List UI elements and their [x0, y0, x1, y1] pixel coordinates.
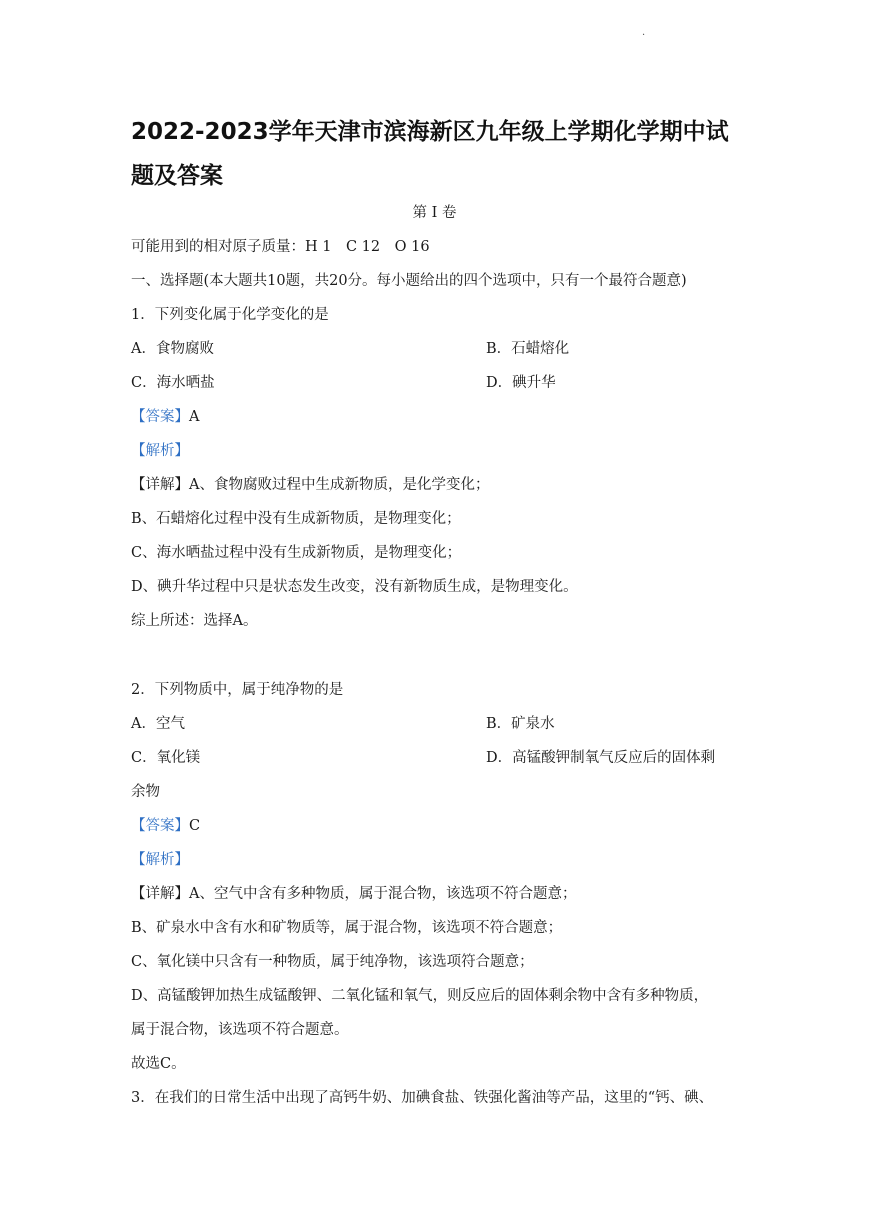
q2-option-b: B．矿泉水 [486, 716, 555, 732]
volume-heading: 第 I 卷 [412, 205, 457, 221]
q1-answer-line [131, 407, 199, 427]
q1-detail-4: D、碘升华过程中只是状态发生改变，没有新物质生成，是物理变化。 [131, 579, 578, 595]
section-heading: 一、选择题(本大题共10题，共20分。每小题给出的四个选项中，只有一个最符合题意) [131, 273, 687, 289]
q1-answer-value: A [189, 409, 200, 425]
q1-detail-1: A、食物腐败过程中生成新物质，是化学变化； [189, 477, 490, 493]
q2-detail-1-line [131, 884, 576, 904]
q1-summary: 综上所述：选择A。 [131, 613, 258, 629]
q1-option-d: D．碘升华 [486, 375, 556, 391]
q2-answer-tag: 【答案】 [131, 818, 189, 834]
q1-stem: 1．下列变化属于化学变化的是 [131, 307, 329, 323]
document-title: 2022-2023学年天津市滨海新区九年级上学期化学期中试题及答案 [131, 119, 729, 189]
q1-option-a: A．食物腐败 [131, 341, 214, 357]
q1-detail-2: B、石蜡熔化过程中没有生成新物质，是物理变化； [131, 511, 461, 527]
q2-option-d: D．高锰酸钾制氧气反应后的固体剩 [486, 750, 716, 766]
q1-answer-tag: 【答案】 [131, 409, 189, 425]
atomic-masses-line: 可能用到的相对原子质量：H 1 C 12 O 16 [131, 239, 430, 255]
q2-detail-5: 属于混合物，该选项不符合题意。 [131, 1022, 349, 1038]
q2-stem: 2．下列物质中，属于纯净物的是 [131, 682, 344, 698]
q2-detail-4: D、高锰酸钾加热生成锰酸钾、二氧化锰和氧气，则反应后的固体剩余物中含有多种物质， [131, 988, 709, 1004]
q1-detail-1-line [131, 475, 489, 495]
q2-detail-2: B、矿泉水中含有水和矿物质等，属于混合物，该选项不符合题意； [131, 920, 563, 936]
page-marker-dot: · [642, 30, 646, 41]
q2-detail-1: A、空气中含有多种物质，属于混合物，该选项不符合题意； [189, 886, 577, 902]
q2-analysis-tag: 【解析】 [131, 852, 189, 868]
q1-analysis-tag: 【解析】 [131, 443, 189, 459]
q3-stem: 3．在我们的日常生活中出现了高钙牛奶、加碘食盐、铁强化酱油等产品，这里的“钙、碘、 [131, 1090, 714, 1106]
q2-summary: 故选C。 [131, 1056, 186, 1072]
q2-answer-line [131, 816, 200, 836]
q2-detail-3: C、氧化镁中只含有一种物质，属于纯净物，该选项符合题意； [131, 954, 534, 970]
q2-option-d-continued: 余物 [131, 784, 160, 800]
q2-option-c: C．氧化镁 [131, 750, 201, 766]
q2-answer-value: C [189, 818, 201, 834]
q2-option-a: A．空气 [131, 716, 185, 732]
q1-detail-3: C、海水晒盐过程中没有生成新物质，是物理变化； [131, 545, 462, 561]
q1-option-b: B．石蜡熔化 [486, 341, 570, 357]
q1-option-c: C．海水晒盐 [131, 375, 215, 391]
q1-detail-tag: 【详解】 [131, 477, 189, 493]
q2-detail-tag: 【详解】 [131, 886, 189, 902]
